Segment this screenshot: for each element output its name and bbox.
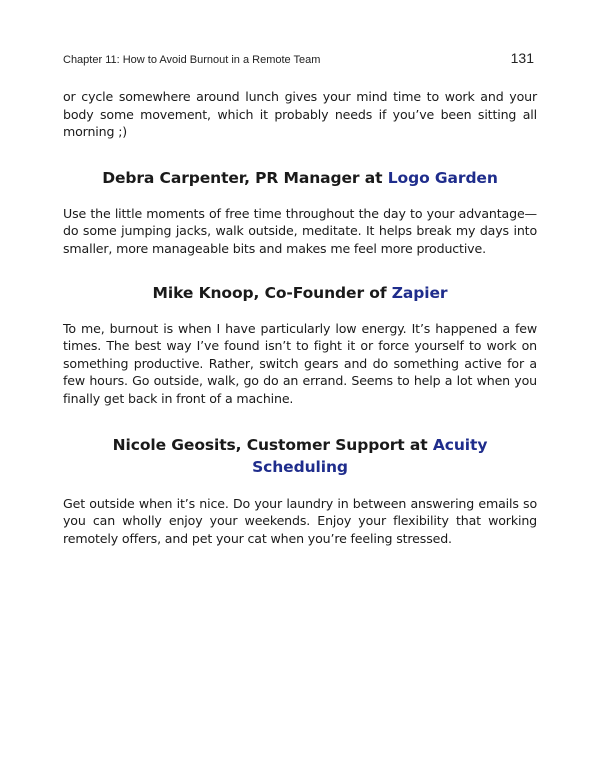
intro-paragraph: or cycle somewhere around lunch gives your mind time to work and your body some movement, which it probably needs if you’ve been sitting all morning ;)	[63, 89, 537, 140]
heading-name-role: Debra Carpenter, PR Manager at	[102, 168, 388, 187]
chapter-title: Chapter 11: How to Avoid Burnout in a Remote Team	[63, 54, 321, 66]
company-link-zapier[interactable]: Zapier	[391, 283, 448, 302]
heading-name-role: Mike Knoop, Co-Founder of	[152, 283, 392, 302]
page-number: 131	[510, 50, 534, 66]
heading-name-role: Nicole Geosits, Customer Support at	[112, 435, 433, 454]
section-heading-nicole	[63, 434, 537, 478]
page-content	[63, 88, 537, 547]
section-heading-mike	[63, 282, 537, 304]
company-link-acuity-scheduling[interactable]: Acuity Scheduling	[252, 435, 488, 476]
section-paragraph-debra: Use the little moments of free time throughout the day to your advantage—do some jumping jacks, walk outside, meditate. It helps break my days into smaller, more manageable bits and makes me feel more productive.	[63, 205, 537, 256]
company-link-logo-garden[interactable]: Logo Garden	[387, 168, 498, 187]
section-paragraph-mike: To me, burnout is when I have particularly low energy. It’s happened a few times. The best way I’ve found isn’t to fight it or force yourself to work on something productive. Rather, switch gears and do something active for a few hours. Go outside, walk, go do an errand. Seems to help a lot when you finally get back in front of a machine.	[63, 320, 537, 406]
section-heading-debra	[63, 167, 537, 189]
page-header	[63, 50, 534, 66]
section-paragraph-nicole: Get outside when it’s nice. Do your laundry in between answering emails so you can wholly enjoy your weekends. Enjoy your flexibility that working remotely offers, and pet your cat when you’re feeling stressed.	[63, 495, 537, 546]
